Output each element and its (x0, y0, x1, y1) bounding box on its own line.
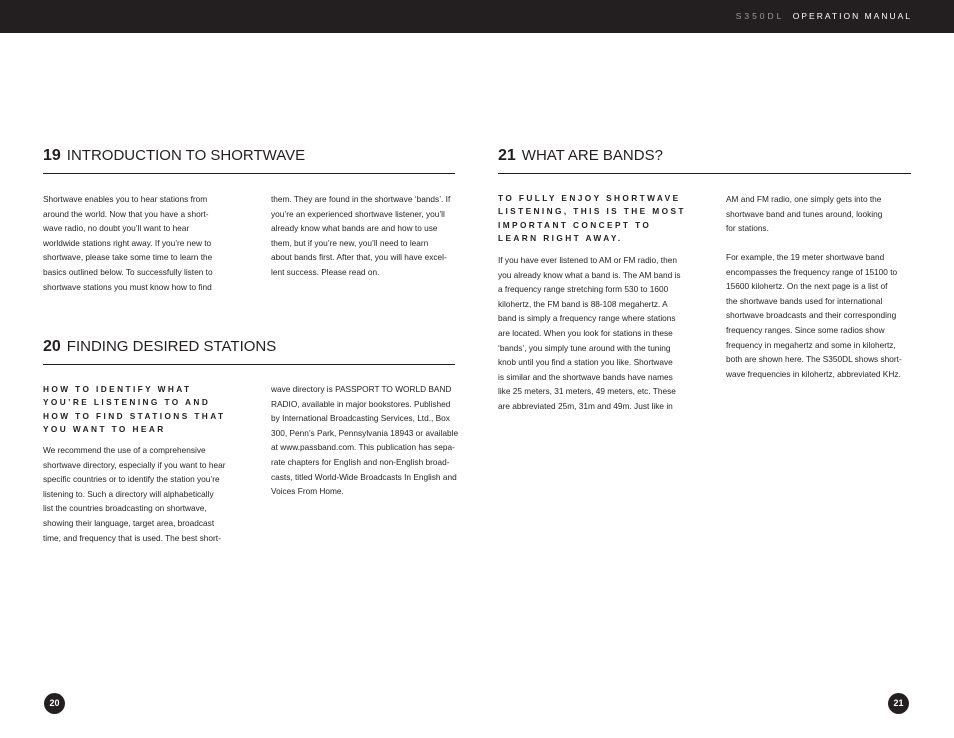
section-19-title: INTRODUCTION TO SHORTWAVE (66, 147, 306, 164)
section-21-body-col1: If you have ever listened to AM or FM radio, then you already know what a band is. The AM band is a frequency range stretching form 530 to 1600 kilohertz, the FM band is 88-108 megahertz. A band is simply a frequency range where stations are located. When you look for stations in these ‘bands’, you simply tune around with the tuning knob until you find a station you like. Shortwave is similar and the shortwave bands have names like 25 meters, 31 meters, 49 meters, etc. These are abbreviated 25m, 31m and 49m. Just like in (498, 255, 681, 411)
model-name: S350DL (735, 11, 785, 21)
section-20-number: 20 (43, 338, 61, 355)
section-21-title: WHAT ARE BANDS? (521, 147, 663, 164)
section-20-heading (43, 338, 276, 356)
section-21-heading (498, 147, 663, 165)
section-21-rule (498, 173, 911, 174)
section-19-number: 19 (43, 147, 61, 164)
running-header (736, 11, 912, 21)
section-20-body-col1: We recommend the use of a comprehensive shortwave directory, especially if you want to hear specific countries or to identify the station you’re listening to. Such a directory will alphabetically list the countries broadcasting on shortwave, showing their language, target area, broadcast time, and frequency that is used. The best short- (43, 445, 226, 543)
section-21-lead: TO FULLY ENJOY SHORTWAVE LISTENING, THIS IS THE MOST IMPORTANT CONCEPT TO LEARN RIGHT AWAY. (498, 193, 686, 243)
section-21-number: 21 (498, 147, 516, 164)
header-bar (0, 0, 954, 33)
section-20-title: FINDING DESIRED STATIONS (66, 338, 277, 355)
page-number-left: 20 (44, 693, 65, 714)
manual-title: OPERATION MANUAL (792, 11, 912, 21)
section-19-body-col1: Shortwave enables you to hear stations from around the world. Now that you have a short- wave radio, no doubt you’ll want to hear worldwide stations right away. If you’re new to shortwave, please take some time to learn the basics outlined below. To successfully listen to shortwave stations you must know how to find (43, 194, 213, 292)
section-21-body-col2b: For example, the 19 meter shortwave band encompasses the frequency range of 15100 to 15600 kilohertz. On the next page is a list of the shortwave bands used for international shortwave broadcasts and their corresponding frequency ranges. Since some radios show frequency in megahertz and some in kilohertz, both are shown here. The S350DL shows short- wave frequencies in kilohertz, abbreviated KHz. (726, 252, 902, 379)
section-20-body-col2: wave directory is PASSPORT TO WORLD BAND RADIO, available in major bookstores. Published by International Broadcasting Services, Ltd., Box 300, Penn’s Park, Pennsylvania 18943 or available at www.passband.com. This publication has sepa- rate chapters for English and non-English broad- casts, titled World-Wide Broadcasts In English and Voices From Home. (271, 384, 459, 497)
section-19-heading (43, 147, 305, 165)
section-20-lead: HOW TO IDENTIFY WHAT YOU’RE LISTENING TO AND HOW TO FIND STATIONS THAT YOU WANT TO HEAR (43, 384, 226, 434)
section-19-body-col2: them. They are found in the shortwave ‘bands’. If you’re an experienced shortwave listener, you’ll already know what bands are and how to use them, but if you’re new, you’ll need to learn about bands first. After that, you will have excel- lent success. Please read on. (271, 194, 451, 277)
section-20-rule (43, 364, 455, 365)
section-21-body-col2a: AM and FM radio, one simply gets into the shortwave band and tunes around, looking for stations. (726, 194, 883, 234)
page-number-right: 21 (888, 693, 909, 714)
section-19-rule (43, 173, 455, 174)
